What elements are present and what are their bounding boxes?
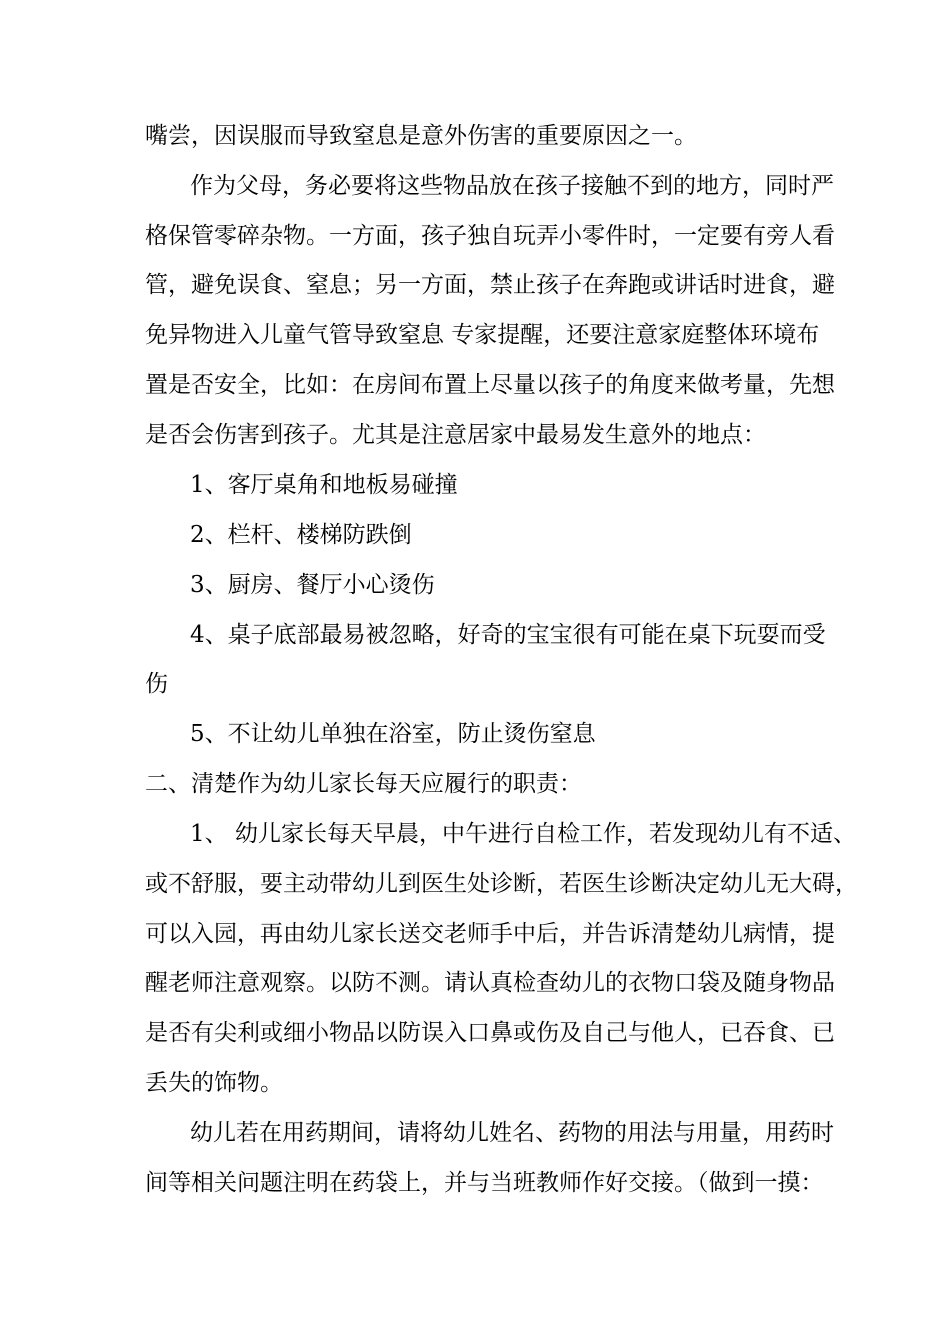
list-item: 5、不让幼儿单独在浴室，防止烫伤窒息 <box>190 721 596 747</box>
list-item: 3、厨房、餐厅小心烫伤 <box>190 572 435 598</box>
text-line: 是否有尖利或细小物品以防误入口鼻或伤及自己与他人，已吞食、已 <box>145 1020 835 1046</box>
text-line: 伤 <box>145 671 168 697</box>
text-line: 1、 幼儿家长每天早晨，中午进行自检工作，若发现幼儿有不适、 <box>190 821 856 847</box>
text-line: 是否会伤害到孩子。尤其是注意居家中最易发生意外的地点： <box>145 422 766 448</box>
text-line: 幼儿若在用药期间，请将幼儿姓名、药物的用法与用量，用药时 <box>190 1120 834 1146</box>
text-line: 免异物进入儿童气管导致窒息 专家提醒，还要注意家庭整体环境布 <box>145 322 820 348</box>
list-item: 1、客厅桌角和地板易碰撞 <box>190 472 458 498</box>
text-line: 置是否安全，比如：在房间布置上尽量以孩子的角度来做考量，先想 <box>145 372 835 398</box>
text-line: 间等相关问题注明在药袋上，并与当班教师作好交接。（做到一摸： <box>145 1170 824 1196</box>
text-line: 可以入园，再由幼儿家长送交老师手中后，并告诉清楚幼儿病情，提 <box>145 921 835 947</box>
text-line: 丢失的饰物。 <box>145 1070 283 1096</box>
text-line: 醒老师注意观察。以防不测。请认真检查幼儿的衣物口袋及随身物品 <box>145 970 835 996</box>
section-heading: 二、清楚作为幼儿家长每天应履行的职责： <box>145 771 582 797</box>
text-line: 管，避免误食、窒息；另一方面，禁止孩子在奔跑或讲话时进食，避 <box>145 272 835 298</box>
text-line: 或不舒服，要主动带幼儿到医生处诊断，若医生诊断决定幼儿无大碍， <box>145 871 858 897</box>
list-item: 2、栏杆、楼梯防跌倒 <box>190 522 412 548</box>
list-item: 4、桌子底部最易被忽略，好奇的宝宝很有可能在桌下玩耍而受 <box>190 622 826 648</box>
text-line: 作为父母，务必要将这些物品放在孩子接触不到的地方，同时严 <box>190 173 834 199</box>
text-line: 嘴尝，因误服而导致窒息是意外伤害的重要原因之一。 <box>145 123 697 149</box>
text-line: 格保管零碎杂物。一方面，孩子独自玩弄小零件时，一定要有旁人看 <box>145 223 835 249</box>
